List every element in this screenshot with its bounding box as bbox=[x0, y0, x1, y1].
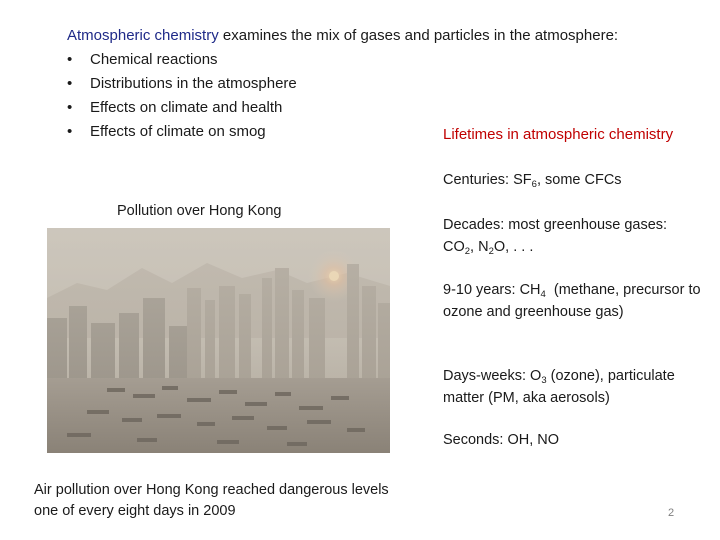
bullet-item bbox=[67, 72, 707, 96]
bullet-icon: • bbox=[67, 51, 73, 68]
lifetime-centuries bbox=[443, 170, 713, 192]
bullet-text: Effects on climate and health bbox=[90, 99, 283, 116]
lifetime-formula-line bbox=[443, 237, 713, 259]
page-number: 2 bbox=[668, 507, 675, 519]
lifetime-text: Centuries: SF bbox=[443, 172, 532, 188]
lifetime-methane bbox=[443, 280, 713, 323]
bullet-icon: • bbox=[67, 123, 73, 140]
lifetime-text: , N bbox=[470, 238, 489, 255]
bullet-item bbox=[67, 96, 707, 120]
bullet-item bbox=[67, 48, 707, 72]
subscript: 6 bbox=[531, 179, 537, 190]
subscript: 2 bbox=[488, 245, 494, 257]
lifetime-seconds: Seconds: OH, NO bbox=[443, 432, 560, 448]
lifetime-text: O, . . . bbox=[493, 238, 534, 255]
bullet-icon: • bbox=[67, 75, 73, 92]
lifetime-days-weeks bbox=[443, 366, 713, 409]
lifetimes-heading: Lifetimes in atmospheric chemistry bbox=[443, 126, 674, 143]
bottom-caption: Air pollution over Hong Kong reached dangerous levels one of every eight days in 2009 bbox=[34, 482, 389, 519]
photo-caption: Pollution over Hong Kong bbox=[117, 203, 282, 219]
lifetime-decades bbox=[443, 215, 713, 258]
subscript: 3 bbox=[541, 375, 547, 386]
lifetime-text: , some CFCs bbox=[536, 172, 622, 188]
subscript: 2 bbox=[464, 245, 471, 257]
hong-kong-smog-photo bbox=[47, 228, 390, 453]
lifetime-text: Days-weeks: O bbox=[443, 368, 542, 384]
highlighted-term: Atmospheric chemistry bbox=[67, 27, 219, 44]
lifetime-text: 9-10 years: CH bbox=[443, 282, 541, 298]
lifetime-text: (methane, precursor to ozone and greenhouse gas) bbox=[443, 282, 705, 320]
bullet-text: Chemical reactions bbox=[90, 51, 218, 68]
lifetime-text: Decades: most greenhouse gases: bbox=[443, 217, 668, 233]
lifetime-text: (ozone), particulate matter (PM, aka aerosols) bbox=[443, 368, 675, 406]
intro-text: examines the mix of gases and particles in the atmosphere: bbox=[218, 27, 619, 44]
lifetime-text: CO bbox=[443, 238, 465, 255]
bullet-text: Distributions in the atmosphere bbox=[90, 75, 297, 92]
bullet-icon: • bbox=[67, 99, 73, 116]
subscript: 4 bbox=[540, 289, 546, 300]
intro-sentence bbox=[67, 24, 707, 48]
bullet-text: Effects of climate on smog bbox=[90, 123, 266, 140]
